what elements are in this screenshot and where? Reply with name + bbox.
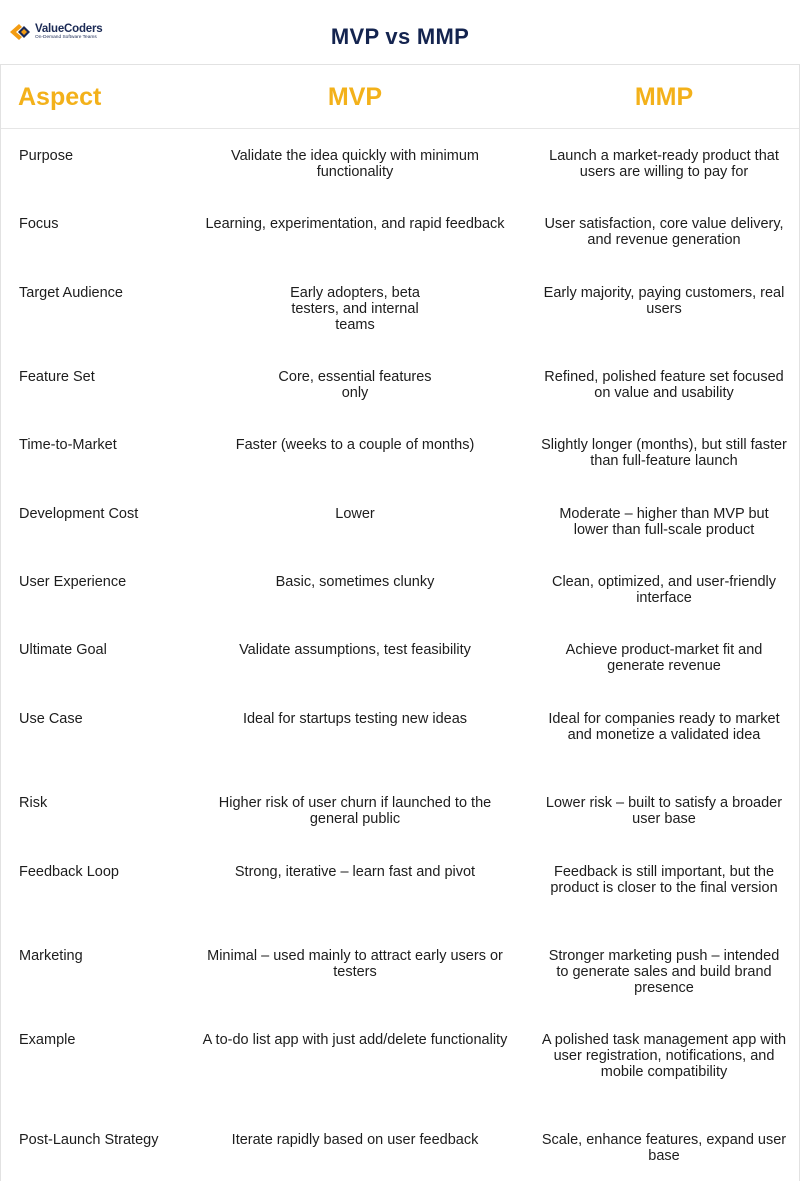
row-aspect: Target Audience bbox=[19, 285, 123, 301]
row-mvp: Minimal – used mainly to attract early users or testers bbox=[207, 948, 503, 981]
row-mvp: Basic, sometimes clunky bbox=[275, 574, 435, 590]
row-mvp: Core, essential features only bbox=[278, 369, 432, 402]
row-mmp: Early majority, paying customers, real users bbox=[543, 285, 785, 318]
row-aspect: Ultimate Goal bbox=[19, 642, 107, 658]
row-mmp: Feedback is still important, but the product is closer to the final version bbox=[550, 864, 778, 897]
row-aspect: Post-Launch Strategy bbox=[19, 1132, 159, 1148]
row-aspect: Risk bbox=[19, 795, 48, 811]
row-aspect: Feedback Loop bbox=[19, 864, 119, 880]
row-mmp: Launch a market-ready product that users are willing to pay for bbox=[549, 148, 779, 181]
row-mmp: Clean, optimized, and user-friendly interface bbox=[551, 574, 777, 607]
header-aspect: Aspect bbox=[18, 83, 102, 111]
row-aspect: Focus bbox=[19, 216, 59, 232]
row-aspect: Marketing bbox=[19, 948, 83, 964]
row-mmp: A polished task management app with user registration, notifications, and mobile compatibility bbox=[541, 1032, 787, 1081]
row-mvp: Early adopters, beta testers, and internal teams bbox=[290, 285, 420, 334]
row-mmp: Moderate – higher than MVP but lower than full-scale product bbox=[559, 506, 769, 539]
row-mvp: Learning, experimentation, and rapid feedback bbox=[205, 216, 505, 232]
row-aspect: Development Cost bbox=[19, 506, 139, 522]
row-mmp: Lower risk – built to satisfy a broader user base bbox=[545, 795, 783, 828]
row-mvp: Faster (weeks to a couple of months) bbox=[235, 437, 475, 453]
row-mvp: Iterate rapidly based on user feedback bbox=[231, 1132, 479, 1148]
row-mmp: Ideal for companies ready to market and monetize a validated idea bbox=[548, 711, 780, 744]
row-mmp: User satisfaction, core value delivery, and revenue generation bbox=[544, 216, 784, 249]
row-mmp: Scale, enhance features, expand user base bbox=[541, 1132, 787, 1165]
row-mvp: Validate the idea quickly with minimum functionality bbox=[231, 148, 479, 181]
header-mvp: MVP bbox=[327, 83, 383, 111]
row-aspect: User Experience bbox=[19, 574, 127, 590]
row-aspect: Purpose bbox=[19, 148, 74, 164]
row-mvp: Validate assumptions, test feasibility bbox=[239, 642, 471, 658]
logo-tagline: On-Demand Software Teams bbox=[35, 35, 97, 40]
row-mmp: Stronger marketing push – intended to generate sales and build brand presence bbox=[548, 948, 780, 997]
comparison-table bbox=[0, 64, 800, 1181]
row-mmp: Refined, polished feature set focused on value and usability bbox=[544, 369, 784, 402]
row-aspect: Time-to-Market bbox=[19, 437, 117, 453]
row-mvp: Higher risk of user churn if launched to the general public bbox=[218, 795, 492, 828]
row-aspect: Feature Set bbox=[19, 369, 95, 385]
row-aspect: Use Case bbox=[19, 711, 83, 727]
logo-name: ValueCoders bbox=[35, 23, 103, 35]
page-title: MVP vs MMP bbox=[330, 24, 470, 49]
row-mvp: A to-do list app with just add/delete functionality bbox=[202, 1032, 508, 1048]
row-aspect: Example bbox=[19, 1032, 76, 1048]
row-mvp: Strong, iterative – learn fast and pivot bbox=[234, 864, 476, 880]
table-header-row bbox=[1, 65, 799, 129]
row-mvp: Ideal for startups testing new ideas bbox=[242, 711, 468, 727]
header-mmp: MMP bbox=[634, 83, 694, 111]
row-mmp: Slightly longer (months), but still faster than full-feature launch bbox=[541, 437, 787, 470]
row-mmp: Achieve product-market fit and generate revenue bbox=[565, 642, 763, 675]
row-mvp: Lower bbox=[335, 506, 375, 522]
